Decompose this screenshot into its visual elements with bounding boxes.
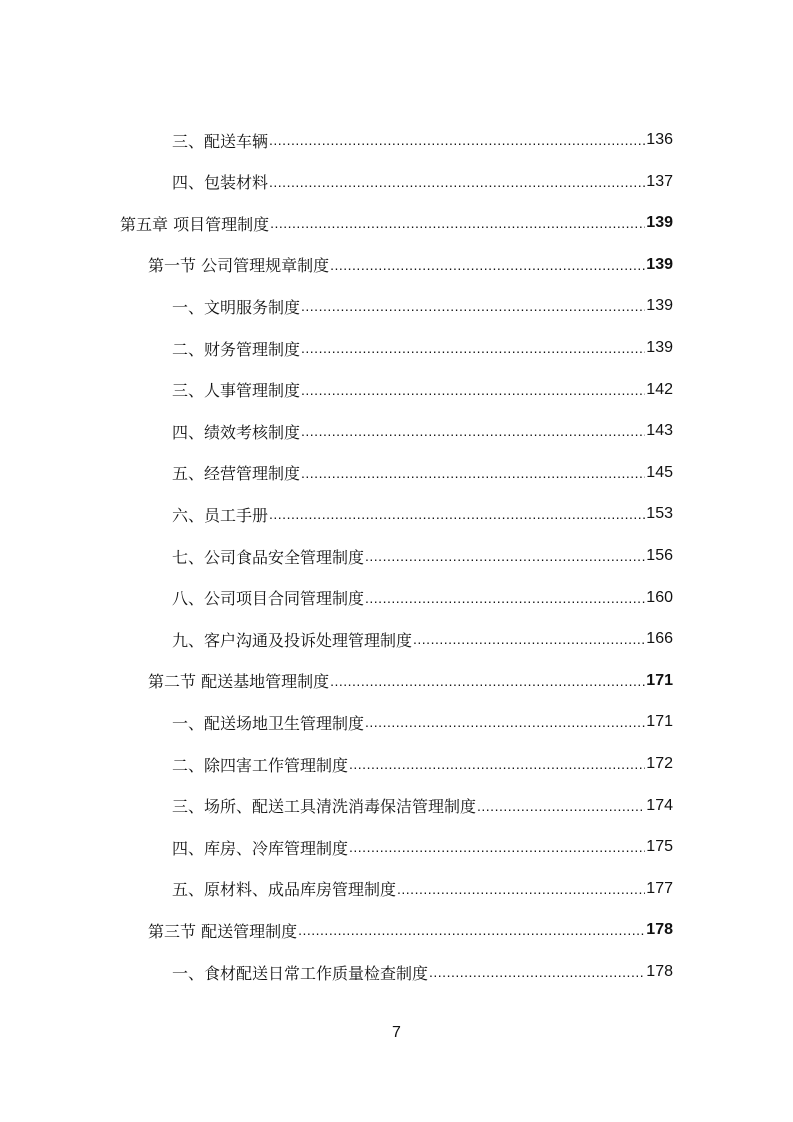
toc-entry[interactable] bbox=[148, 660, 673, 702]
toc-entry[interactable] bbox=[172, 535, 673, 577]
toc-entry-page: 137 bbox=[646, 172, 673, 190]
toc-entry[interactable] bbox=[172, 452, 673, 494]
toc-entry-title: 一、文明服务制度 bbox=[172, 297, 301, 317]
toc-entry[interactable] bbox=[172, 493, 673, 535]
dot-leader bbox=[301, 382, 645, 398]
toc-entry-title: 九、客户沟通及投诉处理管理制度 bbox=[172, 630, 413, 650]
dot-leader bbox=[301, 423, 645, 439]
toc-entry-page: 143 bbox=[646, 422, 673, 440]
dot-leader bbox=[301, 465, 645, 481]
toc-entry-title: 三、配送车辆 bbox=[172, 131, 269, 151]
toc-entry[interactable] bbox=[172, 410, 673, 452]
dot-leader bbox=[365, 714, 645, 730]
toc-entry-title: 一、食材配送日常工作质量检查制度 bbox=[172, 963, 429, 983]
toc-entry-title: 六、员工手册 bbox=[172, 505, 269, 525]
dot-leader bbox=[269, 132, 645, 148]
toc-entry-title: 五、原材料、成品库房管理制度 bbox=[172, 880, 397, 900]
dot-leader bbox=[270, 215, 645, 231]
dot-leader bbox=[269, 174, 645, 190]
toc-entry[interactable] bbox=[148, 909, 673, 951]
toc-entry-page: 178 bbox=[646, 963, 673, 980]
toc-entry[interactable] bbox=[172, 868, 673, 910]
toc-entry-page: 178 bbox=[646, 921, 673, 939]
toc-entry-title: 三、场所、配送工具清洗消毒保洁管理制度 bbox=[172, 797, 477, 817]
toc-entry[interactable] bbox=[172, 161, 673, 203]
toc-entry-page: 174 bbox=[646, 796, 673, 814]
toc-entry-page: 139 bbox=[646, 339, 673, 356]
toc-entry-title: 二、除四害工作管理制度 bbox=[172, 755, 349, 775]
toc-entry[interactable] bbox=[172, 785, 673, 827]
toc-entry-page: 139 bbox=[646, 297, 673, 315]
dot-leader bbox=[413, 631, 645, 647]
toc-entry-title: 第一节 公司管理规章制度 bbox=[148, 256, 330, 276]
toc-entry-page: 142 bbox=[646, 380, 673, 398]
page-number: 7 bbox=[392, 1024, 401, 1041]
toc-entry-title: 三、人事管理制度 bbox=[172, 381, 301, 401]
toc-entry-page: 166 bbox=[646, 630, 673, 648]
toc-entry[interactable] bbox=[172, 743, 673, 785]
dot-leader bbox=[365, 548, 645, 564]
toc-entry[interactable] bbox=[172, 119, 673, 161]
toc-entry[interactable] bbox=[172, 701, 673, 743]
dot-leader bbox=[298, 922, 645, 938]
toc-entry-page: 177 bbox=[646, 879, 673, 897]
dot-leader bbox=[397, 881, 645, 897]
dot-leader bbox=[269, 506, 645, 522]
toc-entry[interactable] bbox=[172, 826, 673, 868]
dot-leader bbox=[330, 673, 645, 689]
toc-entry-title: 八、公司项目合同管理制度 bbox=[172, 589, 365, 609]
toc-entry-title: 四、包装材料 bbox=[172, 173, 269, 193]
toc-entry-title: 七、公司食品安全管理制度 bbox=[172, 547, 365, 567]
dot-leader bbox=[301, 298, 645, 314]
toc-entry-page: 171 bbox=[646, 713, 673, 731]
toc-entry-page: 136 bbox=[646, 131, 673, 148]
toc-entry-page: 139 bbox=[646, 214, 673, 232]
toc-entry-page: 139 bbox=[646, 255, 673, 273]
dot-leader bbox=[477, 798, 645, 814]
toc-entry-title: 四、绩效考核制度 bbox=[172, 422, 301, 442]
toc-entry-title: 五、经营管理制度 bbox=[172, 464, 301, 484]
toc-entry-page: 172 bbox=[646, 755, 673, 772]
toc-entry-title: 一、配送场地卫生管理制度 bbox=[172, 713, 365, 733]
toc-entry[interactable] bbox=[172, 577, 673, 619]
toc-entry-title: 第五章 项目管理制度 bbox=[120, 214, 270, 234]
dot-leader bbox=[301, 340, 645, 356]
toc-entry-page: 156 bbox=[646, 547, 673, 564]
toc-entry-title: 第二节 配送基地管理制度 bbox=[148, 672, 330, 692]
toc-entry-title: 二、财务管理制度 bbox=[172, 339, 301, 359]
toc-entry-page: 145 bbox=[646, 463, 673, 481]
dot-leader bbox=[349, 839, 645, 855]
toc-entry[interactable] bbox=[172, 618, 673, 660]
toc-entry[interactable] bbox=[172, 327, 673, 369]
dot-leader bbox=[349, 756, 645, 772]
toc-entry-title: 第三节 配送管理制度 bbox=[148, 921, 298, 941]
toc-entry[interactable] bbox=[148, 244, 673, 286]
toc-entry-page: 153 bbox=[646, 505, 673, 523]
toc-entry[interactable] bbox=[120, 202, 673, 244]
toc-entry[interactable] bbox=[172, 369, 673, 411]
toc-entry-page: 171 bbox=[646, 671, 673, 689]
toc-entry[interactable] bbox=[172, 951, 673, 993]
dot-leader bbox=[365, 590, 645, 606]
toc-entry-page: 175 bbox=[646, 838, 673, 856]
toc-entry-title: 四、库房、冷库管理制度 bbox=[172, 838, 349, 858]
dot-leader bbox=[330, 257, 645, 273]
toc-entry-page: 160 bbox=[646, 588, 673, 606]
dot-leader bbox=[429, 964, 645, 980]
toc-entry[interactable] bbox=[172, 285, 673, 327]
